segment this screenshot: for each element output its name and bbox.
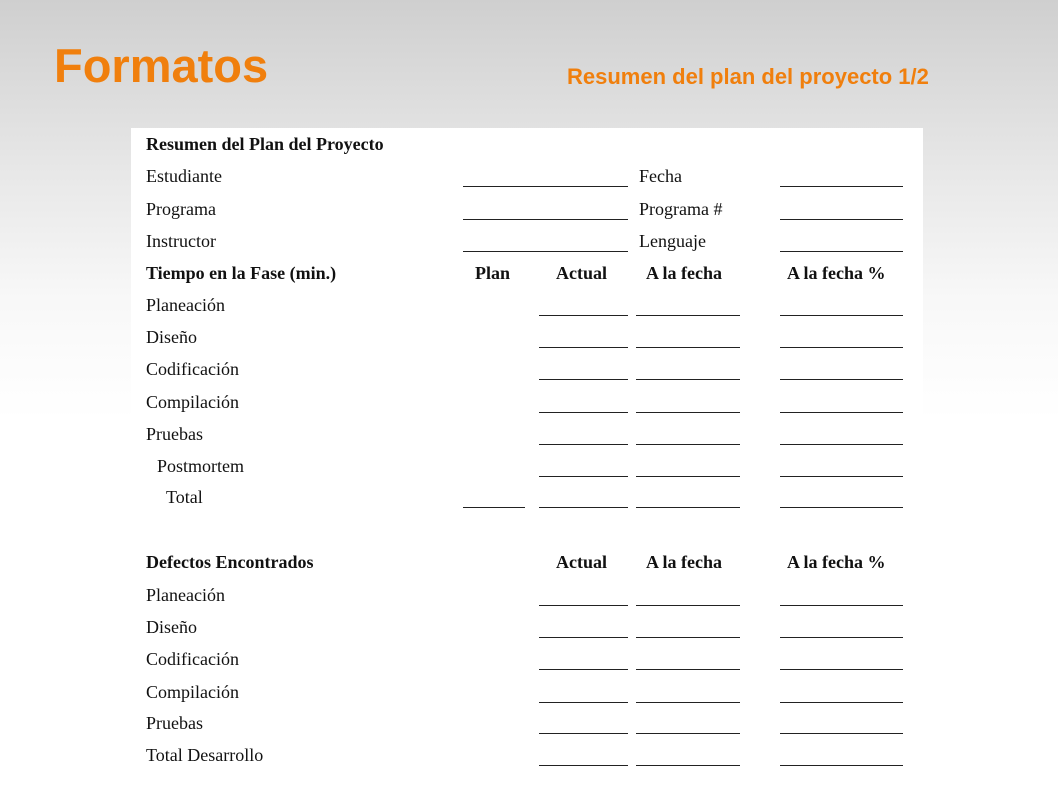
- info-row-programa: [131, 197, 923, 221]
- blank-line: [780, 476, 903, 477]
- time-row: [131, 390, 923, 414]
- defects-row: [131, 680, 923, 704]
- project-plan-summary-form: [131, 128, 923, 793]
- row-label: Codificación: [146, 359, 239, 379]
- blank-line: [539, 315, 628, 316]
- column-header: Actual: [556, 552, 607, 572]
- row-label: Total Desarrollo: [146, 745, 264, 765]
- blank-line: [636, 669, 740, 670]
- row-label: Total: [166, 487, 203, 507]
- blank-line: [780, 315, 903, 316]
- blank-line: [780, 347, 903, 348]
- column-header: Actual: [556, 263, 607, 283]
- row-label: Diseño: [146, 617, 197, 637]
- blank-line: [780, 765, 903, 766]
- column-header: A la fecha %: [787, 263, 886, 283]
- blank-line: [539, 412, 628, 413]
- defects-row-total: [131, 743, 923, 767]
- time-row: [131, 357, 923, 381]
- field-label: Lenguaje: [639, 231, 706, 251]
- blank-line: [463, 507, 525, 508]
- field-label: Instructor: [146, 231, 216, 251]
- row-label: Compilación: [146, 682, 239, 702]
- blank-line: [539, 765, 628, 766]
- section-title: Defectos Encontrados: [146, 552, 314, 572]
- blank-line: [636, 765, 740, 766]
- blank-line: [636, 507, 740, 508]
- blank-line: [636, 379, 740, 380]
- defects-section-header: [131, 550, 923, 574]
- column-header: Plan: [475, 263, 511, 283]
- time-row-total: [131, 485, 923, 509]
- blank-line: [780, 186, 903, 187]
- blank-line: [539, 669, 628, 670]
- blank-line: [463, 219, 628, 220]
- blank-line: [539, 733, 628, 734]
- time-row: [131, 454, 923, 478]
- info-row-estudiante: [131, 164, 923, 188]
- time-row: [131, 325, 923, 349]
- defects-row: [131, 711, 923, 735]
- info-row-instructor: [131, 229, 923, 253]
- column-header: A la fecha: [646, 552, 722, 572]
- blank-line: [539, 476, 628, 477]
- slide-subtitle: Resumen del plan del proyecto 1/2: [567, 64, 929, 89]
- blank-line: [780, 605, 903, 606]
- field-label: Estudiante: [146, 166, 222, 186]
- blank-line: [780, 669, 903, 670]
- row-label: Pruebas: [146, 424, 203, 444]
- row-label: Compilación: [146, 392, 239, 412]
- blank-line: [636, 702, 740, 703]
- row-label: Diseño: [146, 327, 197, 347]
- blank-line: [539, 637, 628, 638]
- blank-line: [780, 412, 903, 413]
- blank-line: [636, 444, 740, 445]
- field-label: Programa #: [639, 199, 723, 219]
- blank-line: [780, 507, 903, 508]
- blank-line: [539, 444, 628, 445]
- blank-line: [636, 476, 740, 477]
- blank-line: [780, 444, 903, 445]
- section-title: Tiempo en la Fase (min.): [146, 263, 337, 283]
- field-label: Programa: [146, 199, 216, 219]
- blank-line: [463, 186, 628, 187]
- blank-line: [636, 733, 740, 734]
- time-section-header: [131, 261, 923, 285]
- blank-line: [636, 347, 740, 348]
- blank-line: [636, 637, 740, 638]
- row-label: Planeación: [146, 585, 225, 605]
- blank-line: [636, 412, 740, 413]
- row-label: Planeación: [146, 295, 225, 315]
- blank-line: [539, 379, 628, 380]
- row-label: Codificación: [146, 649, 239, 669]
- time-row: [131, 293, 923, 317]
- blank-line: [780, 637, 903, 638]
- field-label: Fecha: [639, 166, 682, 186]
- row-label: Pruebas: [146, 713, 203, 733]
- blank-line: [780, 219, 903, 220]
- blank-line: [463, 251, 628, 252]
- blank-line: [539, 605, 628, 606]
- blank-line: [780, 379, 903, 380]
- blank-line: [636, 315, 740, 316]
- blank-line: [539, 702, 628, 703]
- blank-line: [780, 251, 903, 252]
- blank-line: [780, 702, 903, 703]
- blank-line: [539, 507, 628, 508]
- blank-line: [636, 605, 740, 606]
- form-title: Resumen del Plan del Proyecto: [146, 134, 384, 154]
- column-header: A la fecha: [646, 263, 722, 283]
- row-label: Postmortem: [157, 456, 245, 476]
- blank-line: [539, 347, 628, 348]
- defects-row: [131, 647, 923, 671]
- time-row: [131, 422, 923, 446]
- defects-row: [131, 615, 923, 639]
- defects-row: [131, 583, 923, 607]
- blank-line: [780, 733, 903, 734]
- form-title-row: [131, 132, 923, 156]
- column-header: A la fecha %: [787, 552, 886, 572]
- slide-title: Formatos: [54, 39, 269, 92]
